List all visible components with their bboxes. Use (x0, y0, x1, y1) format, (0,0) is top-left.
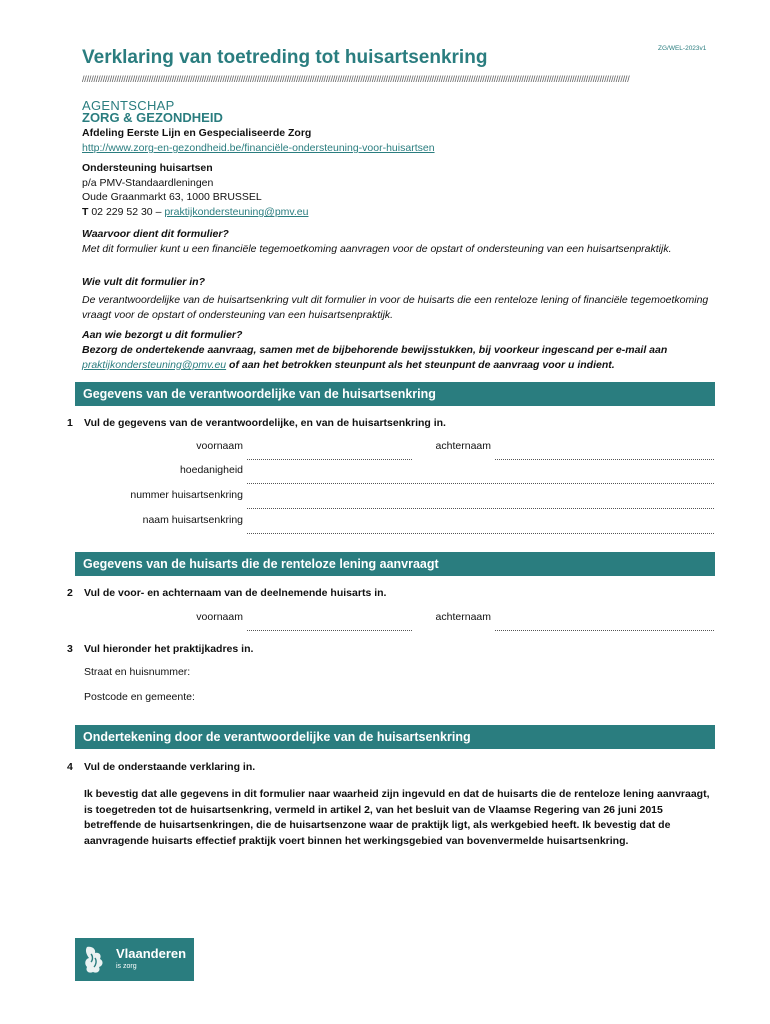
input-huisarts-achternaam[interactable] (495, 630, 714, 631)
contact-address-line1: p/a PMV-Standaardleningen (82, 177, 214, 189)
phone-prefix: T (82, 206, 89, 218)
label-achternaam: achternaam (435, 440, 491, 452)
question-number-4: 4 (67, 761, 73, 773)
label-nummer-huisartsenkring: nummer huisartsenkring (130, 489, 243, 501)
question-number-2: 2 (67, 587, 73, 599)
question-text-4: Vul de onderstaande verklaring in. (84, 761, 256, 773)
input-voornaam[interactable] (247, 459, 412, 460)
question-number-1: 1 (67, 417, 73, 429)
vlaanderen-logo (75, 938, 194, 981)
vlaanderen-logo-subtitle: is zorg (116, 963, 137, 970)
input-postcode-gemeente[interactable] (215, 690, 714, 706)
contact-email-link[interactable]: praktijkondersteuning@pmv.eu (164, 206, 309, 218)
agency-url-link[interactable]: http://www.zorg-en-gezondheid.be/financiële-ondersteuning-voor-huisartsen (82, 142, 435, 154)
page-title: Verklaring van toetreding tot huisartsenkring (82, 47, 488, 68)
label-huisarts-voornaam: voornaam (196, 611, 243, 623)
question-text-2: Vul de voor- en achternaam van de deelnemende huisarts in. (84, 587, 387, 599)
input-straat-huisnummer[interactable] (215, 665, 714, 681)
info-answer-3 (82, 343, 722, 373)
flemish-lion-icon (83, 945, 105, 975)
phone-number: 02 229 52 30 – (91, 206, 162, 218)
agency-logo-line1: AGENTSCHAP (82, 98, 175, 113)
label-hoedanigheid: hoedanigheid (179, 464, 243, 476)
label-huisarts-achternaam: achternaam (435, 611, 491, 623)
agency-logo-line2: ZORG & GEZONDHEID (82, 110, 223, 125)
section-header-1: Gegevens van de verantwoordelijke van de huisartsenkring (75, 382, 715, 406)
vlaanderen-logo-name: Vlaanderen (116, 946, 187, 961)
section-header-2: Gegevens van de huisarts die de renteloze lening aanvraagt (75, 552, 715, 576)
label-straat-huisnummer: Straat en huisnummer: (84, 666, 191, 678)
label-naam-huisartsenkring: naam huisartsenkring (142, 514, 243, 526)
department-name: Afdeling Eerste Lijn en Gespecialiseerde Zorg (82, 127, 312, 139)
input-nummer-huisartsenkring[interactable] (247, 508, 714, 509)
question-text-3: Vul hieronder het praktijkadres in. (84, 643, 254, 655)
info-question-1: Waarvoor dient dit formulier? (82, 228, 229, 240)
declaration-text: Ik bevestig dat alle gegevens in dit formulier naar waarheid zijn ingevuld en dat de huisarts die de renteloze lening aanvraagt, is toegetreden tot de huisartsenkring, vermeld in artikel 2, van het besluit van de Vlaamse Regering van 26 juni 2015 betreffende de huisartsenkringen, die de huisartsenzone waar de praktijk ligt, als werkgebied heeft. Ik bevestig dat de aanvragende huisarts effectief praktijk voert binnen het werkingsgebied van bovenvermelde huisartsenkring. (84, 788, 710, 847)
input-achternaam[interactable] (495, 459, 714, 460)
info-answer-2: De verantwoordelijke van de huisartsenkring vult dit formulier in voor de huisarts die een renteloze lening of financiële tegemoetkoming vraagt voor de opstart of ondersteuning van een huisartsenpraktijk. (82, 294, 709, 321)
label-voornaam: voornaam (196, 440, 243, 452)
info-question-2: Wie vult dit formulier in? (82, 276, 205, 288)
input-hoedanigheid[interactable] (247, 483, 714, 484)
contact-heading: Ondersteuning huisartsen (82, 162, 213, 174)
section-header-3: Ondertekening door de verantwoordelijke van de huisartsenkring (75, 725, 715, 749)
question-number-3: 3 (67, 643, 73, 655)
info-answer-3-text-end: of aan het betrokken steunpunt als het steunpunt de aanvraag voor u indient. (229, 359, 615, 371)
question-text-1: Vul de gegevens van de verantwoordelijke, en van de huisartsenkring in. (84, 417, 446, 429)
contact-address-line2: Oude Graanmarkt 63, 1000 BRUSSEL (82, 191, 262, 203)
info-answer-3-text: Bezorg de ondertekende aanvraag, samen met de bijbehorende bewijsstukken, bij voorkeur ingescand per e-mail aan (82, 344, 668, 356)
separator-line: ////////////////////////////////////////////////////////////////////////////////////////////////////////////////////////////////////////////////////////////////////////////////////////////////////////////////////////////////////////////// (82, 74, 630, 84)
input-huisarts-voornaam[interactable] (247, 630, 412, 631)
info-answer-1: Met dit formulier kunt u een financiële tegemoetkoming aanvragen voor de opstart of ondersteuning van een huisartsenpraktijk. (82, 243, 672, 255)
info-question-3: Aan wie bezorgt u dit formulier? (82, 329, 243, 341)
contact-phone-line (82, 205, 308, 219)
input-naam-huisartsenkring[interactable] (247, 533, 714, 534)
label-postcode-gemeente: Postcode en gemeente: (84, 691, 195, 703)
document-reference: ZG/WEL-2023v1 (658, 45, 707, 52)
submission-email-link[interactable]: praktijkondersteuning@pmv.eu (82, 359, 227, 371)
